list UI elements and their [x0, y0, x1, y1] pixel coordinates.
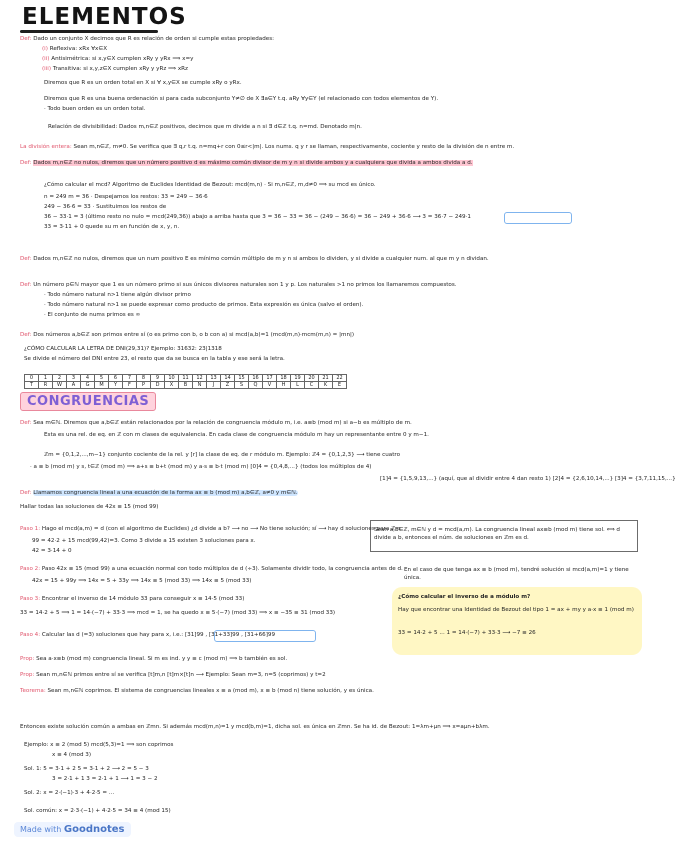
line-text: Llamamos congruencia lineal a una ecuación de la forma ax ≡ b (mod m) a,b∈ℤ, a≠0 y m∈ℕ.	[33, 490, 298, 496]
line-text: · Todo número natural n>1 tiene algún divisor primo	[44, 292, 191, 298]
line-ejemplo-b	[52, 752, 91, 759]
table-cell-letter: G	[81, 382, 95, 389]
line-text: Relación de divisibilidad: Dados m,n∈ℤ positivos, decimos que m divide a n si ∃ d∈ℤ t.q. n=md. Denotado m|n.	[48, 124, 362, 130]
line-text: 36 − 33·1 = 3 (último resto no nulo = mcd(249,36)) abajo a arriba hasta que 3 = 36 − 33 = 36 − (249 − 36·6) = 36 − 249 + 36·6 ⟶ 3 = 36·7 − 249·1	[44, 214, 471, 220]
table-cell-letter: K	[319, 382, 333, 389]
line-label: Def:	[20, 282, 32, 288]
line-text: 33 = 3·11 + 0 quede su m en función de x, y, n.	[44, 224, 180, 230]
table-cell-number: 19	[291, 375, 305, 382]
line-text: Entonces existe solución común a ambas en ℤmn. Si además mcd(m,n)=1 y mcd(b,m)=1, dicha sol. es única en ℤmn. Se ha id. de Bezout: 1=λm+μn ⟹ x=aμn+bλm.	[20, 724, 490, 730]
table-cell-number: 17	[263, 375, 277, 382]
table-cell-number: 11	[179, 375, 193, 382]
line-dni-instr	[24, 356, 285, 363]
line-text: Sol. común: x = 2·3·(−1) + 4·2·5 = 34 ≡ 4 (mod 15)	[24, 808, 171, 814]
line-mcd-def	[20, 160, 640, 167]
line-text: 249 − 36·6 = 33 · Sustituimos los restos de	[44, 204, 167, 210]
line-coprimos	[20, 332, 640, 339]
table-row-numbers	[25, 375, 347, 382]
line-label: Teorema:	[20, 688, 46, 694]
inverse-text	[398, 606, 638, 614]
table-cell-letter: T	[25, 382, 39, 389]
table-cell-letter: R	[39, 382, 53, 389]
line-teorema	[20, 688, 640, 695]
line-paso1	[20, 526, 401, 533]
line-label: Paso 4:	[20, 632, 41, 638]
line-prop2	[20, 672, 640, 679]
table-cell-number: 16	[249, 375, 263, 382]
line-congruencia-eq	[44, 432, 644, 439]
line-text: x ≡ 4 (mod 3)	[52, 752, 92, 758]
line-euclides-4	[44, 224, 179, 231]
line-text: Un número p∈ℕ mayor que 1 es un número primo si sus únicos divisores naturales son 1 y p. Los naturales >1 no primos los llamaremos compuestos.	[33, 282, 457, 288]
line-label: Paso 2:	[20, 566, 41, 572]
line-text: · a ≡ b (mod m) y s, t∈ℤ (mod m) ⟹ a+s ≡ b+t (mod m) y a·s ≡ b·t (mod m) [0]4 = {0,4,8,...} (todos los múltiplos de 4)	[30, 464, 372, 470]
line-label: La división entera:	[20, 144, 72, 150]
table-cell-letter: N	[193, 382, 207, 389]
table-cell-number: 21	[319, 375, 333, 382]
line-label: Def:	[20, 36, 32, 42]
line-primo-def	[20, 282, 640, 289]
table-cell-number: 1	[39, 375, 53, 382]
line-sol2	[24, 790, 114, 797]
line-text: 42x = 15 + 99y ⟹ 14x = 5 + 33y ⟹ 14x ≡ 5 (mod 33) ⟹ 14x ≡ 5 (mod 33)	[32, 578, 252, 584]
line-text: · Todo número natural n>1 se puede expresar como producto de primos. Esta expresión es única (salvo el orden).	[44, 302, 364, 308]
table-cell-letter: H	[277, 382, 291, 389]
line-dni-title	[24, 346, 624, 353]
table-cell-letter: X	[165, 382, 179, 389]
line-buena-ordenacion	[44, 96, 644, 103]
note-teorema	[374, 526, 632, 542]
inverse-example	[398, 630, 638, 637]
line-text: Hago el mcd(a,m) = d (con el algoritmo de Euclides) ¿d divide a b? ⟶ no ⟶ No tiene solución; sí ⟶ hay d soluciones para ℤm	[41, 526, 401, 532]
table-cell-number: 12	[193, 375, 207, 382]
line-cong-lineal	[20, 490, 640, 497]
line-label: Def:	[20, 332, 32, 338]
line-text: Diremos que R es un orden total en X si ∀ x,y∈X se cumple xRy o yRx.	[44, 80, 242, 86]
line-label: (i)	[42, 46, 48, 52]
table-row-letters	[25, 382, 347, 389]
note-text: 33 = 14·2 + 5 ... 1 = 14·(−7) + 33·3 ⟶ −7 ≡ 26	[398, 630, 536, 636]
line-text: Sea m∈ℕ. Diremos que a,b∈ℤ están relacionados por la relación de congruencia módulo m, i.e. a≡b (mod m) si a−b es múltiplo de m.	[33, 420, 412, 426]
line-paso2-b	[32, 578, 377, 585]
line-text: Se divide el número del DNI entre 23, el resto que da se busca en la tabla y ese será la letra.	[24, 356, 285, 362]
line-primo-1	[44, 292, 191, 299]
line-orden-def	[20, 36, 274, 43]
table-cell-letter: B	[179, 382, 193, 389]
line-label: Def:	[20, 420, 32, 426]
table-cell-letter: Y	[109, 382, 123, 389]
table-cell-letter: Z	[221, 382, 235, 389]
line-text: Transitiva: si x,y,z∈X cumplen xRy y yRz ⟹ xRz	[52, 66, 188, 72]
line-transitiva	[42, 66, 188, 73]
table-cell-number: 10	[165, 375, 179, 382]
table-cell-number: 2	[53, 375, 67, 382]
line-divisibilidad	[48, 124, 362, 131]
watermark-text: Made with	[20, 825, 62, 834]
line-sol-comun	[24, 808, 171, 815]
line-text: Dado un conjunto X decimos que R es relación de orden si cumple estas propiedades:	[33, 36, 274, 42]
line-primo-2	[44, 302, 363, 309]
line-text: Dos números a,b∈ℤ son primos entre sí (o es primo con b, o b con a) si mcd(a,b)=1 (mcd(m,n)·mcm(m,n) = |mn|)	[33, 332, 355, 338]
line-text: Diremos que R es una buena ordenación si para cada subconjunto Y≠∅ de X ∃a∈Y t.q. aRy ∀y∈Y (el relacionado con todos elementos de Y).	[44, 96, 439, 102]
table-cell-number: 15	[235, 375, 249, 382]
line-text: Paso 42x ≡ 15 (mod 99) a una ecuación normal con todo múltiplos de d (÷3). Solamente dividir todo, la congruencia antes de d.	[41, 566, 403, 572]
line-congruencia-def	[20, 420, 640, 427]
line-text: [1]4 = {1,5,9,13,...} (aquí, que al dividir entre 4 dan resto 1) [2]4 = {2,6,10,14,...} [3]4 = {3,7,11,15,...}	[380, 476, 676, 482]
table-cell-letter: A	[67, 382, 81, 389]
table-cell-number: 22	[333, 375, 347, 382]
watermark-brand: Goodnotes	[63, 824, 125, 835]
table-cell-letter: W	[53, 382, 67, 389]
line-props	[30, 464, 630, 471]
table-cell-letter: L	[291, 382, 305, 389]
line-text: · El conjunto de nums primos es ∞	[44, 312, 141, 318]
line-label: Def:	[20, 160, 32, 166]
line-text: Sea a·x≡b (mod m) congruencia lineal. Si m es ind. y y ≡ c (mod m) ⟹ b también es sol.	[36, 656, 288, 662]
line-text: Sean m,n∈ℤ, m≠0. Se verifica que ∃ q,r t.q. n=mq+r con 0≤r<|m|. Los nums. q y r se llaman, respectivamente, cociente y resto de la división de n entre m.	[73, 144, 515, 150]
table-cell-letter: V	[263, 382, 277, 389]
line-text: ℤm = {0,1,2,...,m−1} conjunto cociente de la rel. y [r] la clase de eq. de r módulo m. Ejemplo: ℤ4 = {0,1,2,3} ⟶ tiene cuatro	[44, 452, 401, 458]
line-text: n = 249 m = 36 · Despejamos los restos: 33 = 249 − 36·6	[44, 194, 208, 200]
line-buen-orden	[44, 106, 146, 113]
line-paso1-c	[32, 548, 72, 555]
line-text: Sol. 2: x = 2·(−1)·3 + 4·2·5 = ...	[24, 790, 115, 796]
line-orden-total	[44, 80, 242, 87]
page-title: ELEMENTOS	[22, 4, 187, 30]
goodnotes-watermark	[14, 822, 131, 837]
soluciones-box	[214, 630, 316, 642]
line-entonces	[20, 724, 640, 731]
line-text: Sol. 1: 5 = 3·1 + 2 5 = 3·1 + 2 ⟶ 2 = 5 − 3	[24, 766, 149, 772]
table-cell-number: 13	[207, 375, 221, 382]
table-cell-number: 8	[137, 375, 151, 382]
line-text: Antisimétrica: si x,y∈X cumplen xRy y yRx ⟹ x=y	[51, 56, 194, 62]
line-label: Paso 3:	[20, 596, 41, 602]
table-cell-number: 20	[305, 375, 319, 382]
table-cell-letter: E	[333, 382, 347, 389]
line-clases	[380, 476, 676, 483]
line-paso1-b	[32, 538, 362, 545]
table-cell-number: 9	[151, 375, 165, 382]
line-text: Calcular las d (=3) soluciones que hay para x, i.e.: [31]99 , [31+33]99 , [31+66]99	[41, 632, 276, 638]
table-cell-number: 4	[81, 375, 95, 382]
line-paso4	[20, 632, 390, 639]
line-text: · Todo buen orden es un orden total.	[44, 106, 146, 112]
line-text: Esta es una rel. de eq. en ℤ con m clases de equivalencia. En cada clase de congruencia módulo m hay un representante entre 0 y m−1.	[44, 432, 429, 438]
dni-letter-table	[24, 374, 347, 389]
line-text: Ejemplo: x ≡ 2 (mod 5) mcd(5,3)=1 ⟹ son coprimos	[24, 742, 174, 748]
table-cell-number: 18	[277, 375, 291, 382]
line-euclides-head	[44, 182, 644, 189]
line-antisimetrica	[42, 56, 193, 63]
line-text: Sean m,n∈ℕ primos entre sí se verifica [t]m,n [t]m×[t]n ⟶ Ejemplo: Sean m=3, n=5 (coprimos) y t=2	[36, 672, 326, 678]
line-label: (iii)	[42, 66, 52, 72]
line-paso3	[20, 596, 390, 603]
line-label: Def:	[20, 490, 32, 496]
note-text: Hay que encontrar una Identidad de Bezout del tipo 1 = ax + my y a·x ≡ 1 (mod m)	[398, 607, 634, 613]
table-cell-number: 5	[95, 375, 109, 382]
note-text: ¿Cómo calcular el inverso de a módulo m?	[398, 594, 531, 600]
table-cell-letter: P	[137, 382, 151, 389]
line-sol1	[24, 766, 149, 773]
table-cell-letter: M	[95, 382, 109, 389]
section-title-congruencias: CONGRUENCIAS	[20, 392, 156, 411]
line-text: ¿Cómo calcular el mcd? Algoritmo de Euclides Identidad de Bezout: mcd(m,n) · Si m,n∈ℤ, m,d≠0 ⟹ su mcd es único.	[44, 182, 376, 188]
note-unica	[404, 566, 640, 582]
line-text: 99 = 42·2 + 15 mcd(99,42)=3. Como 3 divide a 15 existen 3 soluciones para x.	[32, 538, 256, 544]
bezout-result-box	[504, 212, 572, 224]
table-cell-letter: F	[123, 382, 137, 389]
line-division-entera	[20, 144, 640, 151]
line-prop1	[20, 656, 640, 663]
line-text: Dados m,n∈ℤ no nulos, diremos que un número positivo d es máximo común divisor de m y n si divide ambos y a cualquiera que divida a ambos divida a d.	[33, 160, 473, 166]
line-label: Def:	[20, 256, 32, 262]
note-text: Sean a,b∈ℤ, m∈ℕ y d = mcd(a,m). La congruencia lineal ax≡b (mod m) tiene sol. ⟺ d divide a b, entonces el núm. de soluciones en ℤm es d.	[374, 527, 620, 541]
table-cell-letter: J	[207, 382, 221, 389]
line-euclides-1	[44, 194, 208, 201]
line-hallar	[20, 504, 158, 511]
line-text: Encontrar el inverso de 14 módulo 33 para conseguir x ≡ 14·5 (mod 33)	[41, 596, 245, 602]
line-ejemplo	[24, 742, 173, 749]
table-cell-letter: Q	[249, 382, 263, 389]
line-text: Hallar todas las soluciones de 42x ≡ 15 (mod 99)	[20, 504, 159, 510]
line-label: Prop:	[20, 656, 35, 662]
table-cell-number: 14	[221, 375, 235, 382]
line-label: Prop:	[20, 672, 35, 678]
line-mcm-def	[20, 256, 640, 263]
line-paso2	[20, 566, 403, 573]
table-cell-number: 7	[123, 375, 137, 382]
line-text: ¿CÓMO CALCULAR LA LETRA DE DNI(29,31)? Ejemplo: 31632: 23|1318	[24, 346, 222, 352]
table-cell-number: 3	[67, 375, 81, 382]
line-reflexiva	[42, 46, 107, 53]
inverse-title	[398, 594, 530, 601]
line-text: 3 = 2·1 + 1 3 = 2·1 + 1 ⟶ 1 = 3 − 2	[52, 776, 158, 782]
line-text: Reflexiva: xRx ∀x∈X	[49, 46, 108, 52]
line-text: Sean m,n∈ℕ coprimos. El sistema de congruencias lineales x ≡ a (mod m), x ≡ b (mod n) tiene solución, y es única.	[47, 688, 374, 694]
table-cell-letter: C	[305, 382, 319, 389]
line-paso3-b	[20, 610, 390, 617]
note-text: En el caso de que tenga ax ≡ b (mod m), tendré solución si mcd(a,m)=1 y tiene única.	[404, 567, 629, 581]
line-primo-3	[44, 312, 140, 319]
title-underline	[20, 30, 158, 33]
line-text: 42 = 3·14 + 0	[32, 548, 72, 554]
table-cell-letter: S	[235, 382, 249, 389]
line-sol1-b	[52, 776, 158, 783]
table-cell-letter: D	[151, 382, 165, 389]
line-label: (ii)	[42, 56, 50, 62]
table-cell-number: 0	[25, 375, 39, 382]
line-label: Paso 1:	[20, 526, 41, 532]
line-zm	[44, 452, 644, 459]
line-text: Dados m,n∈ℤ no nulos, diremos que un num positivo E es mínimo común múltiplo de m y n si ambos lo dividen, y si divide a cualquier num. al que m y n dividan.	[33, 256, 489, 262]
line-euclides-2	[44, 204, 166, 211]
line-text: 33 = 14·2 + 5 ⟹ 1 = 14·(−7) + 33·3 ⟹ mcd = 1, se ha quedo x ≡ 5·(−7) (mod 33) ⟹ x ≡ −35 ≡ 31 (mod 33)	[20, 610, 336, 616]
table-cell-number: 6	[109, 375, 123, 382]
